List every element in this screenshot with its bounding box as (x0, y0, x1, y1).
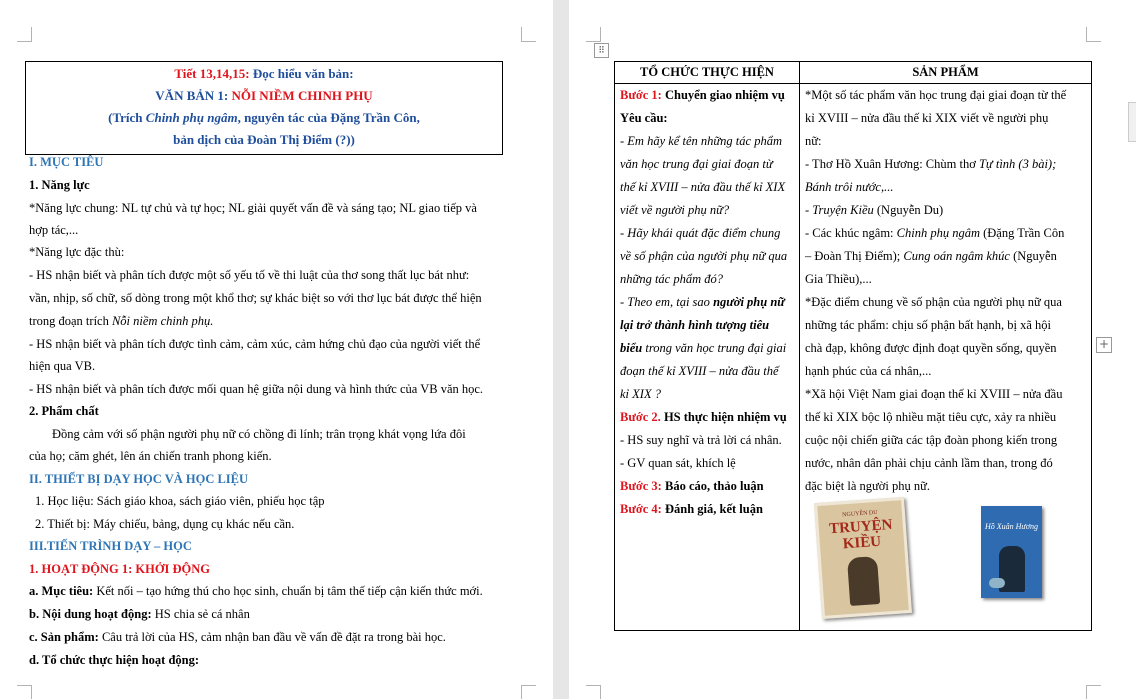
cell-line: Yêu cầu: (620, 111, 668, 125)
item-label: a. Mục tiêu: (29, 584, 94, 598)
subsection-heading: 1. Năng lực (29, 178, 90, 192)
cell-line (620, 408, 787, 426)
cell-line: những tác phẩm: chịu số phận bất hạnh, bị xã hội (805, 318, 1051, 332)
cell-emphasis: người phụ nữ (713, 295, 785, 309)
cell-line: viết về người phụ nữ? (620, 203, 730, 217)
page-corner-mark (521, 685, 536, 699)
cell-text: - Các khúc ngâm: (805, 226, 897, 240)
page-corner-mark (586, 27, 601, 42)
item-label: d. Tổ chức thực hiện hoạt động: (29, 653, 200, 667)
work-title: Tự tình (3 bài); (978, 157, 1057, 171)
step-label: Bước 4: (620, 502, 662, 516)
lesson-title-line2 (26, 85, 502, 107)
paragraph-line: - HS nhận biết và phân tích được tình cảm, cảm xúc, cảm hứng chủ đạo của người viết thể (29, 337, 481, 351)
paragraph-line (29, 312, 509, 330)
document-page-left (0, 0, 553, 699)
source-author: , nguyên tác của Đặng Trần Côn, (237, 110, 420, 125)
cell-text: (Nguyễn (1009, 249, 1057, 263)
item-label: c. Sản phẩm: (29, 630, 99, 644)
paragraph-line: hiện qua VB. (29, 359, 96, 373)
source-prefix: (Trích (108, 110, 146, 125)
cell-line (620, 293, 785, 311)
cell-text: - (805, 203, 813, 217)
cell-emphasis: biểu (620, 341, 643, 355)
work-title: Nỗi niềm chinh phụ. (111, 314, 214, 328)
source-work: Chinh phụ ngâm (145, 110, 238, 125)
work-title: Truyện Kiều (812, 203, 874, 217)
table-header-row (615, 62, 1092, 84)
paragraph-line: *Năng lực đặc thù: (29, 245, 125, 259)
list-item: 2. Thiết bị: Máy chiếu, bảng, dụng cụ khác nếu cần. (35, 517, 295, 531)
step-text: HS thực hiện nhiệm vụ (660, 410, 787, 424)
cell-line (620, 339, 786, 357)
cell-line (620, 86, 785, 104)
step-text: Đánh giá, kết luận (661, 502, 763, 516)
item-text: Kết nối – tạo hứng thú cho học sinh, chuẩn bị tâm thế tiếp cận kiến thức mới. (93, 584, 483, 598)
cell-line: - Em hãy kể tên những tác phẩm (620, 134, 782, 148)
table-header-organize: TỔ CHỨC THỰC HIỆN (615, 62, 800, 84)
cell-text: (Nguyễn Du) (873, 203, 944, 217)
cell-text: trong văn học trung đại giai (642, 341, 787, 355)
item-text: HS chia sẻ cá nhân (151, 607, 250, 621)
cell-line: Bánh trôi nước,... (805, 180, 894, 194)
book-figure-detail (989, 578, 1005, 588)
item-label: b. Nội dung hoạt động: (29, 607, 152, 621)
table-move-handle-icon[interactable]: ⠿ (594, 43, 609, 58)
cell-line: thế kỉ XVIII – nửa đầu thế kỉ XIX (620, 180, 786, 194)
paragraph-text: trong đoạn trích (29, 314, 112, 328)
work-title: Cung oán ngâm khúc (903, 249, 1010, 263)
paragraph-line (29, 628, 509, 646)
cell-text: (Đặng Trần Côn (979, 226, 1065, 240)
book-figure (847, 556, 880, 606)
book-author: NGUYỄN DU (842, 509, 878, 519)
cell-line: lại trở thành hình tượng tiêu (620, 318, 770, 332)
cell-line: - HS suy nghĩ và trả lời cá nhân. (620, 433, 782, 447)
truyen-kieu-book-cover (814, 497, 912, 619)
page-corner-mark (1086, 27, 1101, 42)
cell-line: - GV quan sát, khích lệ (620, 456, 736, 470)
page-corner-mark (1086, 685, 1101, 699)
book-title-line: KIỀU (842, 533, 882, 553)
section-heading: I. MỤC TIÊU (29, 155, 104, 169)
lesson-number: Tiết 13,14,15: (174, 66, 253, 81)
cell-line (805, 224, 1064, 242)
paragraph-line: vần, nhịp, số chữ, số dòng trong một khổ thơ; sự khác biệt so với thơ lục bát được thể hiện (29, 291, 482, 305)
paragraph-line: Đồng cảm với số phận người phụ nữ có chồng đi lính; trân trọng khát vọng lứa đôi (52, 427, 466, 441)
cell-line: đoạn thế kỉ XVIII – nửa đầu thế (620, 364, 779, 378)
cell-line: văn học trung đại giai đoạn từ (620, 157, 773, 171)
activity-heading: 1. HOẠT ĐỘNG 1: KHỞI ĐỘNG (29, 562, 211, 576)
paragraph-line: của họ; căm ghét, lên án chiến tranh phong kiến. (29, 449, 272, 463)
page-corner-mark (17, 685, 32, 699)
page-corner-mark (521, 27, 536, 42)
subsection-heading: 2. Phẩm chất (29, 404, 99, 418)
cell-line: *Đặc điểm chung về số phận của người phụ nữ qua (805, 295, 1062, 309)
cell-line: kỉ XIX ? (620, 387, 661, 401)
scrollbar-thumb[interactable] (1128, 102, 1136, 142)
cell-line: - Hãy khái quát đặc điểm chung (620, 226, 781, 240)
paragraph-line (29, 605, 509, 623)
cell-line (805, 155, 1056, 173)
ho-xuan-huong-book-cover (981, 506, 1042, 598)
item-text: Câu trả lời của HS, cảm nhận ban đầu về vấn đề đặt ra trong bài học. (98, 630, 446, 644)
text-title: NỖI NIỀM CHINH PHỤ (231, 88, 373, 103)
page-corner-mark (586, 685, 601, 699)
cell-line: kỉ XVIII – nửa đầu thế kỉ XIX viết về người phụ (805, 111, 1049, 125)
step-text: Báo cáo, thảo luận (661, 479, 764, 493)
cell-text: - Theo em, tại sao (620, 295, 714, 309)
cell-line: thế kỉ XIX bộc lộ nhiều mặt tiêu cực, xảy ra nhiều (805, 410, 1057, 424)
cell-text: – Đoàn Thị Điểm); (805, 249, 904, 263)
text-number: VĂN BẢN 1: (155, 88, 232, 103)
cell-line (805, 201, 943, 219)
cell-line: *Xã hội Việt Nam giai đoạn thế kỉ XVIII – nửa đầu (805, 387, 1063, 401)
paragraph-line: - HS nhận biết và phân tích được một số yếu tố về thi luật của thơ song thất lục bát như: (29, 268, 470, 282)
step-text: Chuyển giao nhiệm vụ (661, 88, 785, 102)
add-row-button[interactable]: + (1096, 337, 1112, 353)
cell-text: - Thơ Hồ Xuân Hương: Chùm thơ (805, 157, 979, 171)
cell-line (620, 500, 763, 518)
book-title: Hồ Xuân Hương (984, 522, 1039, 531)
step-label: Bước 3: (620, 479, 662, 493)
lesson-type: Đọc hiểu văn bản: (252, 66, 354, 81)
section-heading: III.TIẾN TRÌNH DẠY – HỌC (29, 539, 192, 553)
paragraph-line: - HS nhận biết và phân tích được mối quan hệ giữa nội dung và hình thức của VB văn học. (29, 382, 484, 396)
cell-line: đặc biệt là người phụ nữ. (805, 479, 930, 493)
section-heading: II. THIẾT BỊ DẠY HỌC VÀ HỌC LIỆU (29, 472, 249, 486)
lesson-title-box (25, 61, 503, 155)
book-title-line: TRUYỆN (828, 516, 893, 538)
lesson-title-line1 (26, 63, 502, 85)
step-label: Bước 2. (620, 410, 661, 424)
page-corner-mark (17, 27, 32, 42)
book-title (818, 516, 904, 554)
paragraph-line: hợp tác,... (29, 223, 79, 237)
cell-line: nữ: (805, 134, 822, 148)
paragraph-line: *Năng lực chung: NL tự chủ và tự học; NL giải quyết vấn đề và sáng tạo; NL giao tiếp và (29, 201, 477, 215)
cell-line (620, 477, 764, 495)
cell-line: chà đạp, không được định đoạt quyền sống, quyền (805, 341, 1057, 355)
table-header-product: SẢN PHẨM (800, 62, 1092, 84)
cell-line: hạnh phúc của cá nhân,... (805, 364, 932, 378)
cell-line: Gia Thiều),... (805, 272, 872, 286)
page-separator (553, 0, 569, 699)
cell-line (805, 247, 1057, 265)
work-title: Chinh phụ ngâm (896, 226, 980, 240)
cell-line: *Một số tác phẩm văn học trung đại giai đoạn từ thế (805, 88, 1067, 102)
cell-line: những tác phẩm đó? (620, 272, 723, 286)
cell-line: về số phận của người phụ nữ qua (620, 249, 788, 263)
cell-line: nước, nhân dân phải chịu cảnh lầm than, trong đó (805, 456, 1053, 470)
step-label: Bước 1: (620, 88, 662, 102)
paragraph-line (29, 582, 509, 600)
lesson-title-line3 (26, 107, 502, 129)
cell-line: cuộc nội chiến giữa các tập đoàn phong kiến trong (805, 433, 1058, 447)
list-item: 1. Học liệu: Sách giáo khoa, sách giáo viên, phiếu học tập (35, 494, 325, 508)
table-cell-organize (615, 84, 800, 631)
lesson-title-line4: bản dịch của Đoàn Thị Điểm (?)) (173, 132, 355, 147)
